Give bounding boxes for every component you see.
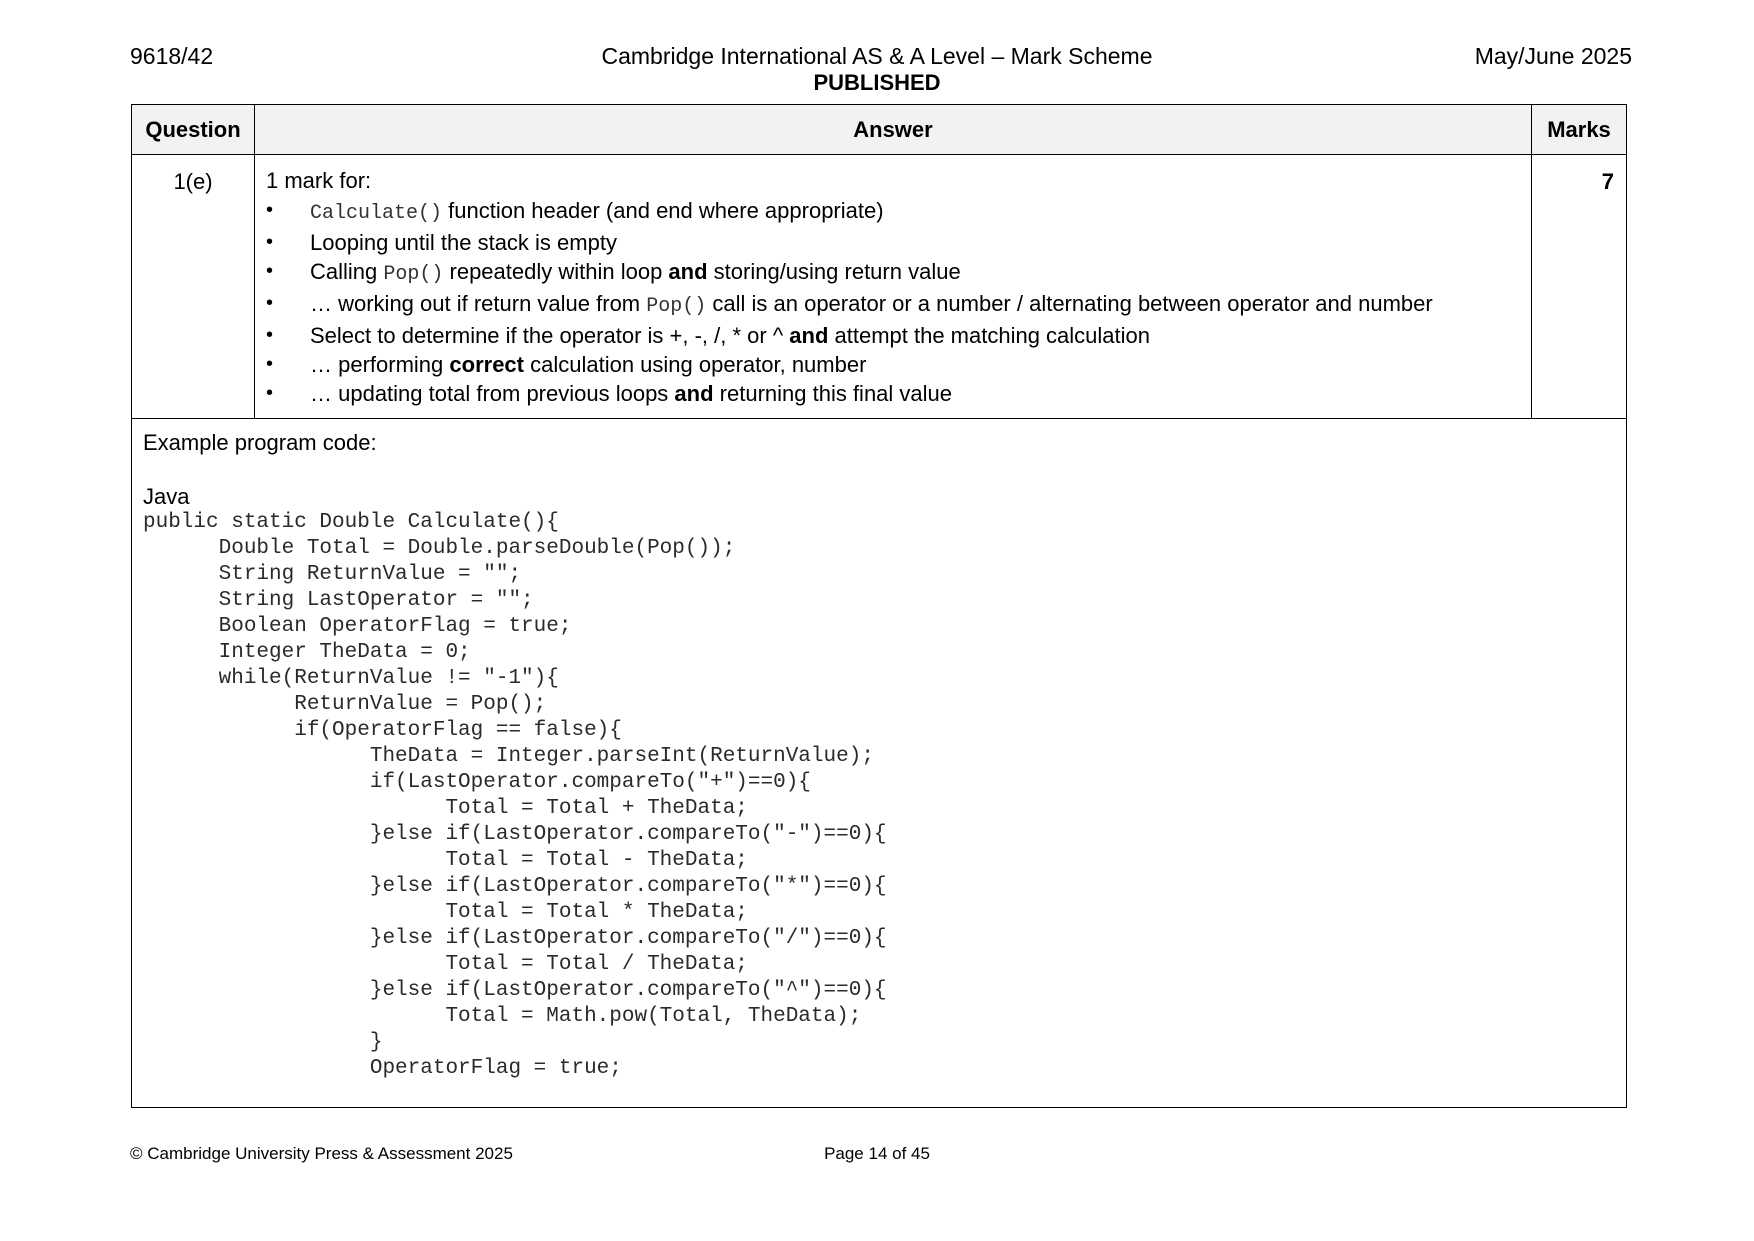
answer-intro: 1 mark for: xyxy=(266,168,372,193)
marking-points xyxy=(266,196,1531,408)
answer-column-header: Answer xyxy=(255,105,1532,155)
page-number: Page 14 of 45 xyxy=(824,1144,930,1163)
code-line: while(ReturnValue != "-1"){ xyxy=(143,667,559,690)
code-line: if(LastOperator.compareTo("+")==0){ xyxy=(143,771,811,794)
point-text: Select to determine if the operator is +, -, /, * or ^ xyxy=(310,323,790,348)
code-line: OperatorFlag = true; xyxy=(143,1057,622,1080)
point-text: attempt the matching calculation xyxy=(828,323,1151,348)
point-text: call is an operator or a number / alternating between operator and number xyxy=(706,291,1433,316)
code-inline: Calculate() xyxy=(310,202,443,225)
table-header-row xyxy=(132,105,1627,155)
example-label: Example program code: xyxy=(143,430,377,455)
code-line: Double Total = Double.parseDouble(Pop()); xyxy=(143,537,736,560)
code-line: Boolean OperatorFlag = true; xyxy=(143,615,572,638)
code-inline: Pop() xyxy=(383,263,444,286)
code-line: Total = Total + TheData; xyxy=(143,797,748,820)
point-text: function header (and end where appropriate) xyxy=(442,198,884,223)
code-line: }else if(LastOperator.compareTo("-")==0){ xyxy=(143,823,887,846)
code-line: Integer TheData = 0; xyxy=(143,641,471,664)
code-line: Total = Total - TheData; xyxy=(143,849,748,872)
code-line: }else if(LastOperator.compareTo("*")==0){ xyxy=(143,875,887,898)
example-row xyxy=(132,419,1627,1108)
emphasis-text: and xyxy=(668,259,708,284)
document-title: Cambridge International AS & A Level – Mark Scheme xyxy=(601,43,1153,69)
code-line: Total = Total / TheData; xyxy=(143,953,748,976)
marks-column-header: Marks xyxy=(1532,105,1627,155)
list-item xyxy=(266,196,1531,228)
emphasis-text: correct xyxy=(449,352,524,377)
list-item xyxy=(266,350,1531,379)
code-block xyxy=(143,510,1616,1082)
emphasis-text: and xyxy=(674,381,714,406)
point-text: Looping until the stack is empty xyxy=(310,230,617,255)
code-line: TheData = Integer.parseInt(ReturnValue); xyxy=(143,745,874,768)
code-line: String LastOperator = ""; xyxy=(143,589,534,612)
emphasis-text: and xyxy=(789,323,829,348)
point-text: Calling xyxy=(310,259,384,284)
paper-code: 9618/42 xyxy=(130,43,214,69)
copyright-notice: © Cambridge University Press & Assessment 2025 xyxy=(130,1144,513,1163)
list-item xyxy=(266,289,1531,321)
marks-value: 7 xyxy=(1532,155,1627,419)
list-item xyxy=(266,257,1531,289)
example-cell xyxy=(132,419,1627,1108)
point-text: storing/using return value xyxy=(707,259,961,284)
point-text: calculation using operator, number xyxy=(523,352,867,377)
list-item xyxy=(266,321,1531,350)
point-text: returning this final value xyxy=(713,381,953,406)
point-text: … performing xyxy=(310,352,450,377)
list-item xyxy=(266,228,1531,257)
point-text: repeatedly within loop xyxy=(443,259,669,284)
list-item xyxy=(266,379,1531,408)
point-text: … working out if return value from xyxy=(310,291,647,316)
question-column-header: Question xyxy=(132,105,255,155)
code-line: if(OperatorFlag == false){ xyxy=(143,719,622,742)
code-line: public static Double Calculate(){ xyxy=(143,511,559,534)
point-text: … updating total from previous loops xyxy=(310,381,675,406)
table-row xyxy=(132,155,1627,419)
code-line: } xyxy=(143,1031,383,1054)
code-inline: Pop() xyxy=(646,295,707,318)
code-line: String ReturnValue = ""; xyxy=(143,563,522,586)
published-label: PUBLISHED xyxy=(813,70,941,95)
code-line: }else if(LastOperator.compareTo("^")==0){ xyxy=(143,979,887,1002)
code-line: ReturnValue = Pop(); xyxy=(143,693,547,716)
answer-cell xyxy=(255,155,1532,419)
exam-session: May/June 2025 xyxy=(1474,43,1632,69)
language-label: Java xyxy=(143,484,190,509)
code-line: }else if(LastOperator.compareTo("/")==0){ xyxy=(143,927,887,950)
mark-scheme-table xyxy=(131,104,1627,1108)
code-line: Total = Total * TheData; xyxy=(143,901,748,924)
code-line: Total = Math.pow(Total, TheData); xyxy=(143,1005,862,1028)
question-number: 1(e) xyxy=(132,155,255,419)
